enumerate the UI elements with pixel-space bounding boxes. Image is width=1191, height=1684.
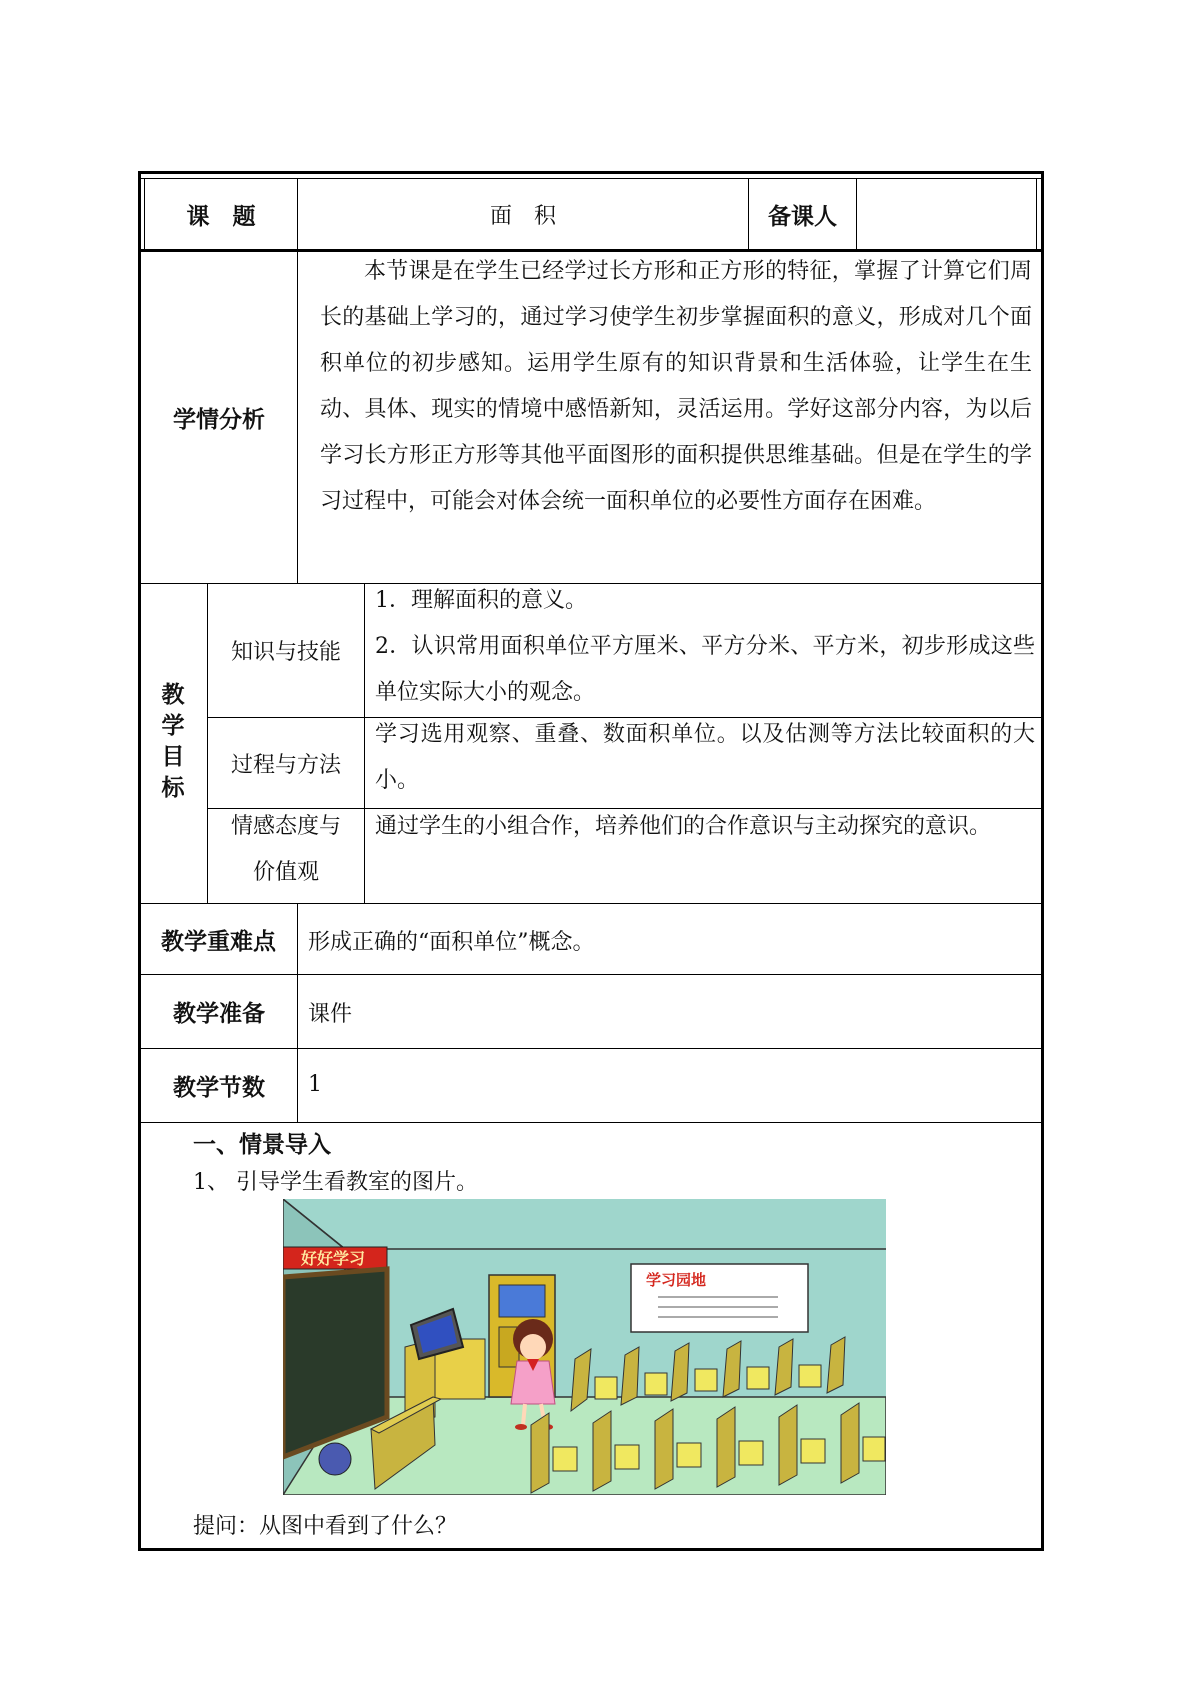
objective-name-knowledge: 知识与技能 [230,640,341,665]
objective-name-emotion: 情感态度与 价值观 [230,814,341,885]
section-title: 一、情景导入 [193,1132,331,1158]
key-points-value: 形成正确的“面积单位”概念。 [308,930,595,955]
sessions-label: 教学节数 [173,1075,265,1101]
objective-process-text: 学习选用观察、重叠、数面积单位。以及估测等方法比较面积的大小。 [375,722,1035,793]
col-divider [297,903,298,1123]
row-divider [138,1122,1044,1123]
objective-name-process: 过程与方法 [230,752,341,778]
step-1: 1、 引导学生看教室的图片。 [193,1170,478,1195]
objective-knowledge-text [375,578,1035,716]
analysis-label: 学情分析 [173,407,265,433]
board-title: 学习园地 [646,1271,707,1289]
col-divider [364,583,365,904]
key-points-label: 教学重难点 [161,928,276,955]
topic-label: 课 题 [186,203,256,230]
preparation-value: 课件 [308,1002,353,1027]
topic-value: 面 积 [489,203,556,229]
sessions-value: 1 [308,1072,322,1097]
question: 提问：从图中看到了什么？ [193,1514,458,1539]
analysis-text: 本节课是在学生已经学过长方形和正方形的特征，掌握了计算它们周长的基础上学习的，通过学习使学生初步掌握面积的意义，形成对几个面积单位的初步感知。运用学生原有的知识背景和生活体验，让学生在生动、具体、现实的情境中感悟新知，灵活运用。学好这部分内容，为以后学习长方形正方形等其他平面图形的面积提供思维基础。但是在学生的学习过程中，可能会对体会统一面积单位的必要性方面存在困难。 [320,259,1032,514]
objectives-label: 教 学 目 标 [161,682,185,801]
objective-emotion-text: 通过学生的小组合作，培养他们的合作意识与主动探究的意识。 [375,814,992,839]
preparer-value [857,179,1036,249]
classroom-illustration [283,1199,886,1495]
banner-text: 好好学习 [300,1249,366,1268]
preparation-label: 教学准备 [173,1001,265,1027]
preparer-label: 备课人 [768,203,837,230]
col-divider [1036,178,1037,250]
objective-line: 2．认识常用面积单位平方厘米、平方分米、平方米，初步形成这些单位实际大小的观念。 [375,634,1035,705]
objective-line: 1．理解面积的意义。 [375,588,587,613]
